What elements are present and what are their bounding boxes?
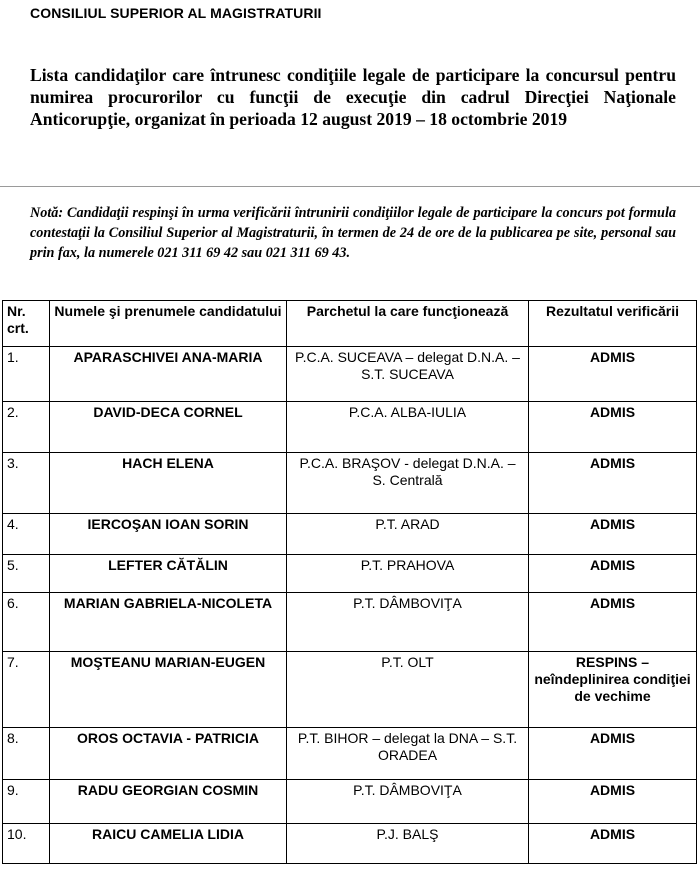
cell-name: RADU GEORGIAN COSMIN [50, 780, 287, 824]
cell-result: ADMIS [529, 728, 697, 780]
table-row [3, 402, 697, 453]
cell-result: ADMIS [529, 593, 697, 652]
table-row [3, 453, 697, 514]
cell-result: ADMIS [529, 555, 697, 593]
cell-office: P.T. ARAD [287, 514, 529, 555]
cell-nr: 2. [3, 402, 50, 453]
cell-name: MOŞTEANU MARIAN-EUGEN [50, 652, 287, 728]
cell-office: P.T. BIHOR – delegat la DNA – S.T. ORADEA [287, 728, 529, 780]
cell-name: DAVID-DECA CORNEL [50, 402, 287, 453]
cell-nr: 10. [3, 824, 50, 864]
cell-result: RESPINS – neîndeplinirea condiţiei de vechime [529, 652, 697, 728]
header-nr: Nr. crt. [3, 301, 50, 347]
table-row [3, 555, 697, 593]
cell-office: P.C.A. ALBA-IULIA [287, 402, 529, 453]
document-title: Lista candidaţilor care întrunesc condiţiile legale de participare la concursul pentru numirea procurorilor cu funcţii de execuţie din cadrul Direcţiei Naţionale Anticorupţie, organizat în perioada 12 august 2019 – 18 octombrie 2019 [30, 65, 676, 129]
table-row [3, 652, 697, 728]
cell-result: ADMIS [529, 780, 697, 824]
cell-name: LEFTER CĂTĂLIN [50, 555, 287, 593]
cell-result: ADMIS [529, 402, 697, 453]
cell-name: IERCOŞAN IOAN SORIN [50, 514, 287, 555]
cell-nr: 5. [3, 555, 50, 593]
cell-name: MARIAN GABRIELA-NICOLETA [50, 593, 287, 652]
cell-result: ADMIS [529, 347, 697, 402]
header-office: Parchetul la care funcţionează [287, 301, 529, 347]
cell-office: P.C.A. BRAŞOV - delegat D.N.A. – S. Centrală [287, 453, 529, 514]
table-row [3, 593, 697, 652]
cell-office: P.T. DÂMBOVIŢA [287, 780, 529, 824]
cell-name: RAICU CAMELIA LIDIA [50, 824, 287, 864]
note-paragraph: Notă: Candidaţii respinşi în urma verificării întrunirii condiţiilor legale de participare la concurs pot formula contestaţii la Consiliul Superior al Magistraturii, în termen de 24 de ore de la publicarea pe site, personal sau prin fax, la numerele 021 311 69 42 sau 021 311 69 43. [30, 205, 676, 261]
cell-nr: 7. [3, 652, 50, 728]
table-row [3, 514, 697, 555]
table-row [3, 347, 697, 402]
table-row [3, 780, 697, 824]
cell-nr: 3. [3, 453, 50, 514]
cell-office: P.J. BALŞ [287, 824, 529, 864]
cell-office: P.C.A. SUCEAVA – delegat D.N.A. – S.T. SUCEAVA [287, 347, 529, 402]
cell-nr: 9. [3, 780, 50, 824]
table-row [3, 824, 697, 864]
cell-nr: 6. [3, 593, 50, 652]
cell-nr: 8. [3, 728, 50, 780]
cell-name: APARASCHIVEI ANA-MARIA [50, 347, 287, 402]
cell-nr: 1. [3, 347, 50, 402]
cell-name: OROS OCTAVIA - PATRICIA [50, 728, 287, 780]
cell-office: P.T. DÂMBOVIŢA [287, 593, 529, 652]
header-result: Rezultatul verificării [529, 301, 697, 347]
cell-office: P.T. PRAHOVA [287, 555, 529, 593]
cell-nr: 4. [3, 514, 50, 555]
candidates-table [2, 300, 697, 864]
cell-name: HACH ELENA [50, 453, 287, 514]
horizontal-rule [0, 186, 700, 187]
cell-office: P.T. OLT [287, 652, 529, 728]
cell-result: ADMIS [529, 453, 697, 514]
table-header-row [3, 301, 697, 347]
institution-header: CONSILIUL SUPERIOR AL MAGISTRATURII [30, 5, 322, 21]
table-row [3, 728, 697, 780]
header-name: Numele şi prenumele candidatului [50, 301, 287, 347]
cell-result: ADMIS [529, 514, 697, 555]
cell-result: ADMIS [529, 824, 697, 864]
